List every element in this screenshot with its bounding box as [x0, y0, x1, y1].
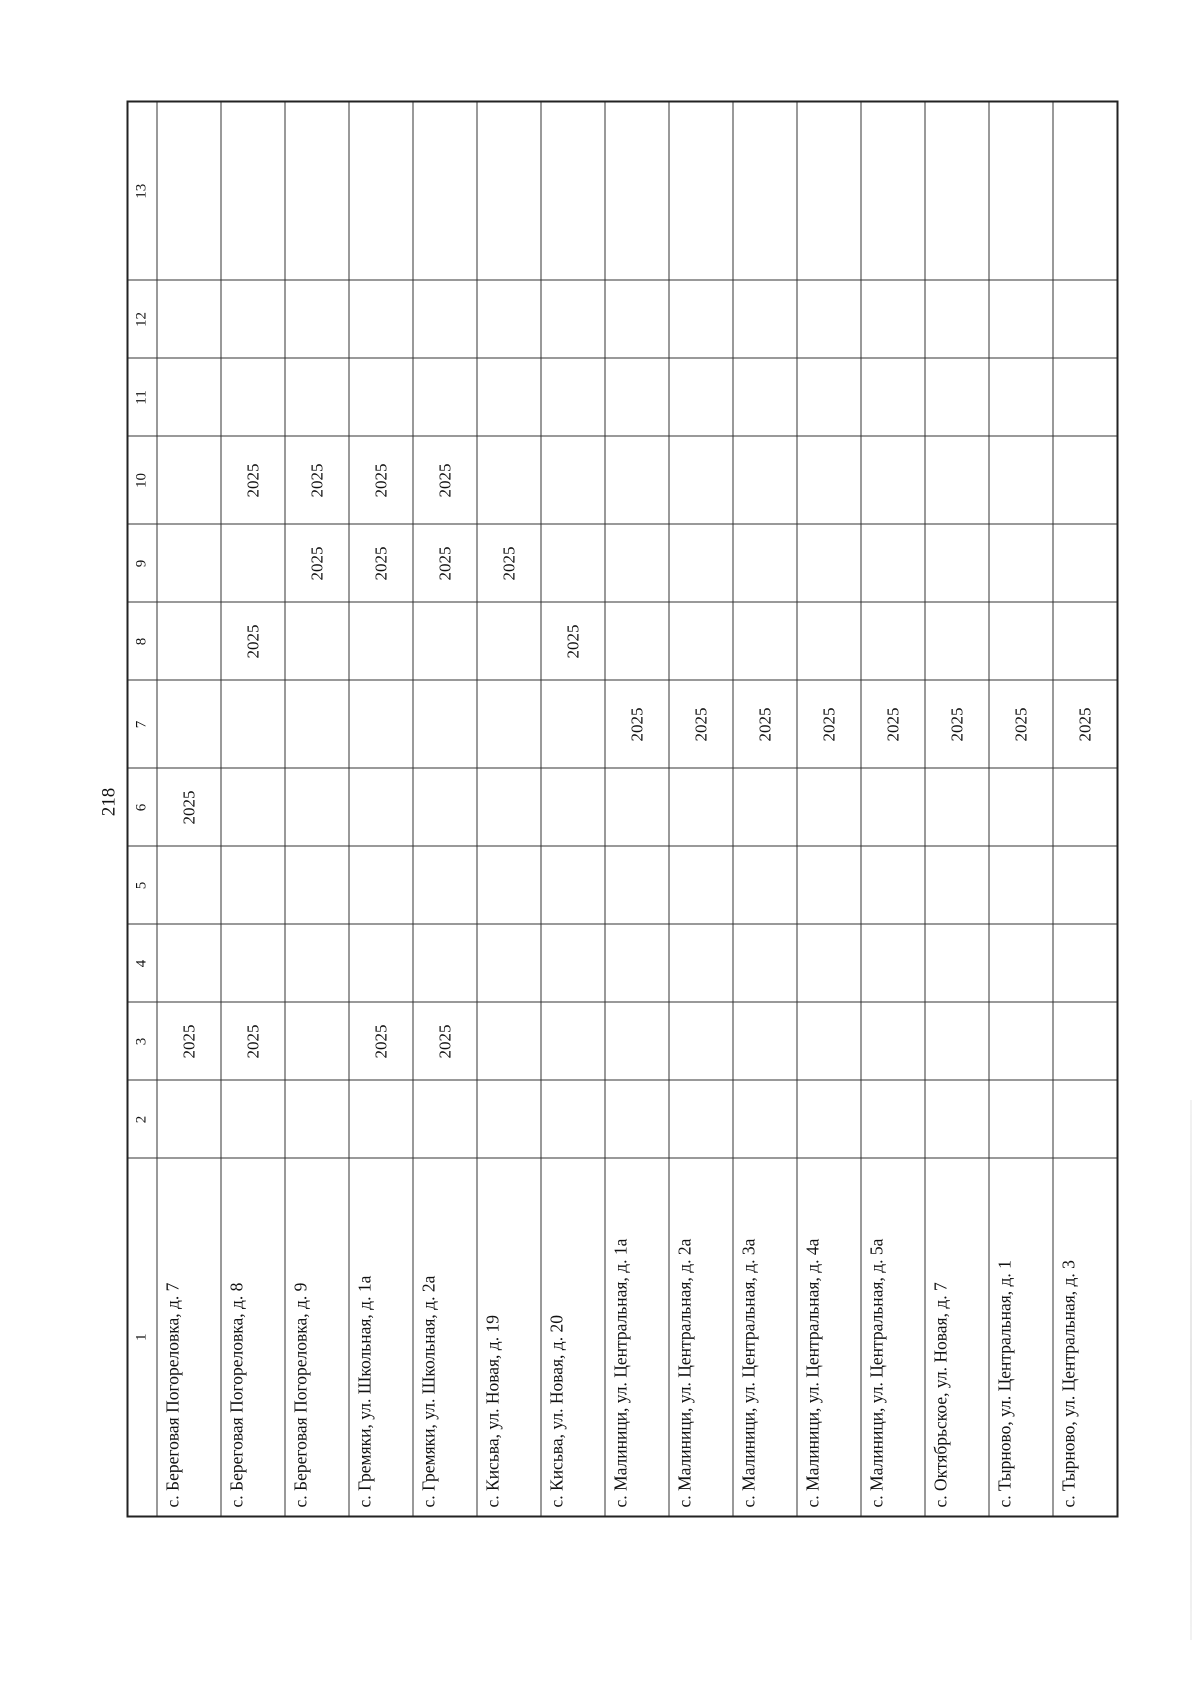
year-cell	[925, 437, 989, 525]
year-cell	[1053, 1081, 1118, 1159]
year-cell	[541, 102, 605, 281]
year-cell	[221, 281, 285, 359]
year-cell: 2025	[541, 603, 605, 681]
year-cell: 2025	[861, 681, 925, 769]
year-cell	[413, 102, 477, 281]
year-cell	[797, 102, 861, 281]
year-cell	[669, 925, 733, 1003]
column-header-8: 8	[127, 603, 157, 681]
year-cell	[541, 525, 605, 603]
year-cell	[733, 925, 797, 1003]
year-cell	[1053, 1003, 1118, 1081]
year-cell	[925, 359, 989, 437]
address-cell: с. Тырново, ул. Центральная, д. 3	[1053, 1159, 1118, 1517]
year-cell	[605, 281, 669, 359]
page-number-text: 218	[98, 787, 119, 817]
address-cell: с. Гремяки, ул. Школьная, д. 2а	[413, 1159, 477, 1517]
year-cell	[477, 1081, 541, 1159]
year-cell	[477, 847, 541, 925]
page-number	[97, 780, 121, 824]
year-cell	[477, 437, 541, 525]
year-cell	[733, 603, 797, 681]
year-cell	[669, 1003, 733, 1081]
year-cell	[221, 681, 285, 769]
year-cell	[349, 603, 413, 681]
year-cell	[861, 1081, 925, 1159]
year-cell	[669, 437, 733, 525]
year-cell	[797, 769, 861, 847]
address-cell: с. Малиници, ул. Центральная, д. 5а	[861, 1159, 925, 1517]
year-cell	[1053, 769, 1118, 847]
year-cell	[605, 102, 669, 281]
year-cell	[1053, 359, 1118, 437]
address-cell: с. Береговая Погореловка, д. 8	[221, 1159, 285, 1517]
year-cell: 2025	[285, 525, 349, 603]
year-cell: 2025	[349, 1003, 413, 1081]
year-cell	[221, 1081, 285, 1159]
year-cell	[733, 1003, 797, 1081]
year-cell	[413, 847, 477, 925]
year-cell: 2025	[925, 681, 989, 769]
year-cell	[925, 281, 989, 359]
table-row	[157, 102, 221, 1517]
year-cell	[861, 847, 925, 925]
year-cell	[669, 769, 733, 847]
address-cell: с. Тырново, ул. Центральная, д. 1	[989, 1159, 1053, 1517]
year-cell	[413, 769, 477, 847]
year-cell	[797, 603, 861, 681]
table-row	[733, 102, 797, 1517]
year-cell	[477, 681, 541, 769]
address-cell: с. Малиници, ул. Центральная, д. 4а	[797, 1159, 861, 1517]
address-cell: с. Береговая Погореловка, д. 9	[285, 1159, 349, 1517]
year-cell	[989, 1003, 1053, 1081]
year-cell	[285, 769, 349, 847]
year-cell	[797, 847, 861, 925]
year-cell	[733, 359, 797, 437]
year-cell	[925, 1003, 989, 1081]
table-row	[861, 102, 925, 1517]
year-cell: 2025	[733, 681, 797, 769]
column-header-12: 12	[127, 281, 157, 359]
table-row	[413, 102, 477, 1517]
year-cell: 2025	[605, 681, 669, 769]
year-cell	[285, 102, 349, 281]
year-cell	[669, 525, 733, 603]
year-cell	[477, 769, 541, 847]
year-cell	[925, 925, 989, 1003]
year-cell	[669, 603, 733, 681]
scan-edge-artifact	[1190, 1100, 1192, 1640]
column-header-5: 5	[127, 847, 157, 925]
address-cell: с. Береговая Погореловка, д. 7	[157, 1159, 221, 1517]
year-cell: 2025	[157, 1003, 221, 1081]
year-cell	[989, 847, 1053, 925]
year-cell	[733, 847, 797, 925]
year-cell: 2025	[349, 525, 413, 603]
year-cell	[797, 359, 861, 437]
year-cell	[157, 1081, 221, 1159]
year-cell	[605, 525, 669, 603]
year-cell	[861, 925, 925, 1003]
year-cell	[413, 603, 477, 681]
table-row	[989, 102, 1053, 1517]
year-cell: 2025	[221, 1003, 285, 1081]
year-cell	[541, 437, 605, 525]
year-cell: 2025	[285, 437, 349, 525]
year-cell	[669, 847, 733, 925]
year-cell	[285, 603, 349, 681]
year-cell: 2025	[477, 525, 541, 603]
year-cell	[157, 925, 221, 1003]
year-cell	[989, 1081, 1053, 1159]
year-cell: 2025	[413, 525, 477, 603]
year-cell	[925, 847, 989, 925]
year-cell	[733, 1081, 797, 1159]
year-cell	[221, 925, 285, 1003]
year-cell: 2025	[989, 681, 1053, 769]
year-cell	[285, 925, 349, 1003]
column-header-6: 6	[127, 769, 157, 847]
year-cell	[349, 1081, 413, 1159]
year-cell	[797, 925, 861, 1003]
year-cell	[349, 769, 413, 847]
year-cell: 2025	[413, 437, 477, 525]
year-cell	[221, 359, 285, 437]
schedule-table	[126, 101, 1118, 1518]
year-cell	[605, 603, 669, 681]
year-cell	[1053, 847, 1118, 925]
column-header-13: 13	[127, 102, 157, 281]
year-cell	[221, 847, 285, 925]
year-cell	[541, 1081, 605, 1159]
year-cell	[285, 681, 349, 769]
year-cell	[413, 281, 477, 359]
year-cell: 2025	[157, 769, 221, 847]
year-cell	[925, 525, 989, 603]
year-cell	[861, 281, 925, 359]
year-cell	[541, 769, 605, 847]
year-cell	[605, 925, 669, 1003]
year-cell	[861, 525, 925, 603]
year-cell	[477, 102, 541, 281]
year-cell	[733, 281, 797, 359]
year-cell	[413, 1081, 477, 1159]
year-cell	[861, 437, 925, 525]
year-cell	[605, 847, 669, 925]
year-cell	[1053, 281, 1118, 359]
year-cell: 2025	[797, 681, 861, 769]
year-cell	[733, 102, 797, 281]
year-cell	[733, 437, 797, 525]
year-cell	[541, 281, 605, 359]
year-cell	[733, 525, 797, 603]
year-cell	[413, 359, 477, 437]
year-cell	[477, 1003, 541, 1081]
address-cell: с. Кисьва, ул. Новая, д. 20	[541, 1159, 605, 1517]
table-body	[127, 102, 1117, 1517]
year-cell	[733, 769, 797, 847]
table-row	[605, 102, 669, 1517]
year-cell	[541, 847, 605, 925]
year-cell	[989, 769, 1053, 847]
year-cell	[413, 681, 477, 769]
year-cell	[669, 1081, 733, 1159]
table-row	[221, 102, 285, 1517]
year-cell	[285, 847, 349, 925]
year-cell	[797, 525, 861, 603]
year-cell	[157, 681, 221, 769]
table-row	[285, 102, 349, 1517]
year-cell	[797, 1081, 861, 1159]
column-header-4: 4	[127, 925, 157, 1003]
year-cell	[349, 681, 413, 769]
year-cell	[605, 1081, 669, 1159]
year-cell	[797, 437, 861, 525]
year-cell	[349, 847, 413, 925]
year-cell	[541, 681, 605, 769]
address-cell: с. Малиници, ул. Центральная, д. 1а	[605, 1159, 669, 1517]
year-cell	[349, 281, 413, 359]
table-row	[797, 102, 861, 1517]
year-cell	[925, 769, 989, 847]
year-cell	[861, 769, 925, 847]
year-cell	[989, 359, 1053, 437]
table-row	[477, 102, 541, 1517]
year-cell	[285, 359, 349, 437]
address-cell: с. Октябрьское, ул. Новая, д. 7	[925, 1159, 989, 1517]
year-cell	[605, 359, 669, 437]
address-cell: с. Малиници, ул. Центральная, д. 2а	[669, 1159, 733, 1517]
year-cell	[1053, 525, 1118, 603]
year-cell	[989, 281, 1053, 359]
year-cell	[1053, 925, 1118, 1003]
address-cell: с. Гремяки, ул. Школьная, д. 1а	[349, 1159, 413, 1517]
year-cell	[221, 769, 285, 847]
year-cell: 2025	[221, 437, 285, 525]
year-cell	[541, 359, 605, 437]
year-cell	[1053, 603, 1118, 681]
year-cell: 2025	[413, 1003, 477, 1081]
year-cell	[477, 603, 541, 681]
year-cell	[285, 1003, 349, 1081]
year-cell	[797, 1003, 861, 1081]
year-cell	[1053, 437, 1118, 525]
year-cell	[797, 281, 861, 359]
year-cell: 2025	[669, 681, 733, 769]
year-cell	[413, 925, 477, 1003]
year-cell	[605, 437, 669, 525]
year-cell	[989, 102, 1053, 281]
rotated-table-wrapper	[126, 103, 1094, 1518]
year-cell	[989, 437, 1053, 525]
year-cell	[157, 847, 221, 925]
year-cell	[157, 359, 221, 437]
year-cell	[541, 1003, 605, 1081]
year-cell	[541, 925, 605, 1003]
year-cell	[157, 281, 221, 359]
column-header-11: 11	[127, 359, 157, 437]
year-cell	[157, 603, 221, 681]
year-cell	[669, 281, 733, 359]
column-header-9: 9	[127, 525, 157, 603]
year-cell	[349, 925, 413, 1003]
year-cell	[605, 1003, 669, 1081]
year-cell	[221, 525, 285, 603]
year-cell	[221, 102, 285, 281]
column-header-3: 3	[127, 1003, 157, 1081]
column-header-10: 10	[127, 437, 157, 525]
year-cell	[861, 1003, 925, 1081]
year-cell	[157, 525, 221, 603]
year-cell: 2025	[1053, 681, 1118, 769]
year-cell	[157, 437, 221, 525]
column-header-1: 1	[127, 1159, 157, 1517]
year-cell	[925, 603, 989, 681]
year-cell	[605, 769, 669, 847]
year-cell	[669, 102, 733, 281]
year-cell: 2025	[221, 603, 285, 681]
table-row	[1053, 102, 1118, 1517]
year-cell	[861, 603, 925, 681]
year-cell	[861, 102, 925, 281]
year-cell	[349, 359, 413, 437]
year-cell	[989, 603, 1053, 681]
address-cell: с. Кисьва, ул. Новая, д. 19	[477, 1159, 541, 1517]
year-cell	[989, 925, 1053, 1003]
year-cell	[349, 102, 413, 281]
year-cell	[669, 359, 733, 437]
year-cell	[285, 281, 349, 359]
year-cell	[477, 359, 541, 437]
header-row	[127, 102, 157, 1517]
year-cell	[477, 925, 541, 1003]
year-cell: 2025	[349, 437, 413, 525]
table-row	[925, 102, 989, 1517]
year-cell	[925, 1081, 989, 1159]
year-cell	[477, 281, 541, 359]
column-header-7: 7	[127, 681, 157, 769]
column-header-2: 2	[127, 1081, 157, 1159]
year-cell	[925, 102, 989, 281]
table-row	[349, 102, 413, 1517]
year-cell	[861, 359, 925, 437]
table-row	[541, 102, 605, 1517]
address-cell: с. Малиници, ул. Центральная, д. 3а	[733, 1159, 797, 1517]
year-cell	[989, 525, 1053, 603]
year-cell	[157, 102, 221, 281]
table-row	[669, 102, 733, 1517]
year-cell	[285, 1081, 349, 1159]
year-cell	[1053, 102, 1118, 281]
